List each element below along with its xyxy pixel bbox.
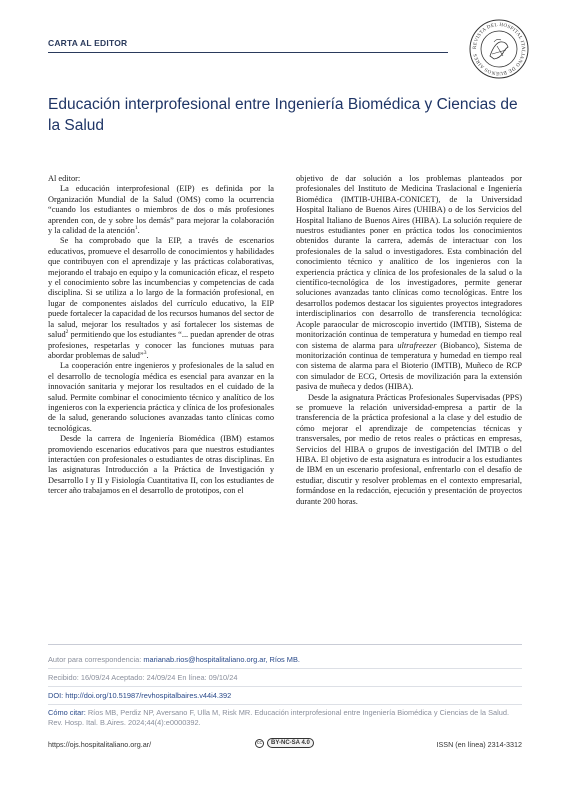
paragraph: Desde la asignatura Prácticas Profesionales Supervisadas (PPS) se promueve la relación universidad-empresa a partir de la transferencia de la práctica profesional a la clase y del estudio de cómo mejorar el aprendizaje de competencias técnicas y transversales, por medio de retos reales o prácticas en empresas, Servicios del HIBA o grupos de investigación del IMTIB o del HIBA. El objetivo de esta asignatura es introducir a los estudiantes de IBM en un escenario profesional, enfrentarlo con el desafío de estudiar, discutir y resolver problemas en el contexto empresarial, formándose en la redacción, ejecución y presentación de proyectos durante 200 horas. [296, 392, 522, 506]
correspondence-email-link[interactable]: marianab.rios@hospitalitaliano.org.ar, Ríos MB. [143, 655, 300, 664]
section-divider [48, 52, 448, 53]
journal-seal-logo [468, 18, 530, 80]
doi: DOI: http://doi.org/10.51987/revhospitalbaires.v44i4.392 [48, 691, 232, 700]
creative-commons-icon: cc [257, 740, 262, 746]
issn: ISSN (en línea) 2314-3312 [436, 740, 522, 749]
reference-marker: 1 [134, 225, 138, 232]
license-badge[interactable] [255, 738, 314, 748]
reference-marker: 2 [65, 329, 69, 336]
section-header [48, 38, 522, 53]
body-column-right [296, 174, 522, 507]
seal-text: REVISTA DEL HOSPITAL ITALIANO DE BUENOS AIRES [472, 22, 526, 76]
correspondence: Autor para correspondencia: marianab.rios@hospitalitaliano.org.ar, Ríos MB. [48, 655, 300, 664]
license-label: BY-NC-SA 4.0 [267, 738, 314, 748]
italic-term: ultrafreezer [397, 340, 437, 350]
body-column-left [48, 174, 274, 497]
divider [48, 668, 522, 669]
publication-dates: Recibido: 16/09/24 Aceptado: 24/09/24 En línea: 09/10/24 [48, 673, 238, 682]
section-label: CARTA AL EDITOR [48, 38, 128, 48]
salutation: Al editor: [48, 174, 81, 183]
paragraph: Se ha comprobado que la EIP, a través de escenarios educativos, promueve el desarrollo de conocimientos y habilidades que contribuyen con el aprendizaje y las prácticas colaborativas, mejorando el trabajo en equipo y la comunicación eficaz, el respeto y el conocimiento sobre las incumbencias y competencias de cada disciplina. Si se utiliza a lo largo de la formación profesional, en lugar de componentes aislados del currículo educativo, la EIP puede fortalecer la capacidad de los recursos humanos del sector de la salud, mejorar los resultados y así fortalecer los sistemas de salud$^2$ permitiendo que los estudiantes “... puedan aprender de otras profesiones, respetarlas y conocer las funciones mutuas para abordar problemas de salud”$^3$. [48, 236, 274, 360]
article-title: Educación interprofesional entre Ingeniería Biomédica y Ciencias de la Salud [48, 96, 518, 134]
seal-icon [468, 18, 530, 80]
metadata-divider [48, 644, 522, 645]
paragraph: objetivo de dar solución a los problemas planteados por profesionales del Instituto de Medicina Traslacional e Ingeniería Biomédica (IMTIB-UHIBA-CONICET), de la Universidad Hospital Italiano de Buenos Aires (UHIBA) o de los Servicios del Hospital Italiano de Buenos Aires (HIBA). La solución requiere de nuestros estudiantes poner en práctica todos los conocimientos obtenidos durante la carrera, además de interactuar con los profesionales de la salud o investigadores. Esta combinación del conocimiento técnico y analítico de los ingenieros con la experiencia práctica y clínica de los profesionales de la salud o la científico-tecnológica de los investigadores, permite generar soluciones avanzadas tanto clínicas como tecnológicas. Entre los desarrollos podemos destacar los siguientes proyectos integradores interdisciplinarios con desarrollo de transferencia tecnológica: Acople paraocular de microscopio invertido (IMTIB), Sistema de monitorización continua de temperatura y humedad en tiempo real con sistema de alarma para ultrafreezer (Biobanco), Sistema de monitorización continua de temperatura y humedad en tiempo real con sistema de alarma para el Bioterio (IMTIB), Muñeco de RCP con simulador de ECG, Ortesis de movilización para la extensión pasiva de muñeca y dedos (HIBA). [296, 174, 522, 392]
divider [48, 686, 522, 687]
divider [48, 704, 522, 705]
paragraph: Desde la carrera de Ingeniería Biomédica (IBM) estamos promoviendo escenarios educativos para que nuestros estudiantes interactúen con profesionales o estudiantes de otras disciplinas. En las asignaturas Introducción a la Práctica de Investigación y Desarrollo I y II y Fisiología Cuantitativa II, con los estudiantes de tercer año trabajamos en el desarrollo de prototipos, con el [48, 434, 274, 496]
doi-link[interactable]: http://doi.org/10.51987/revhospitalbaires.v44i4.392 [65, 691, 232, 700]
paragraph: La educación interprofesional (EIP) es definida por la Organización Mundial de la Salud (OMS) como la ocurrencia “cuando los estudiantes o miembros de dos o más profesiones aprenden con, de y sobre los demás” para mejorar la colaboración y la calidad de la atención$^1$. [48, 184, 274, 236]
reference-marker: 3 [143, 350, 147, 357]
paragraph: La cooperación entre ingenieros y profesionales de la salud en el desarrollo de tecnología médica es esencial para avanzar en la innovación sanitaria y mejorar los resultados en el cuidado de la salud. Permite combinar el conocimiento técnico y analítico de los ingenieros con la experiencia práctica y clínica de los profesionales de la salud, generando soluciones avanzadas tanto clínicas como tecnológicas. [48, 361, 274, 433]
citation: Cómo citar: Ríos MB, Perdiz NP, Aversano F, Ulla M, Risk MR. Educación interprofesional entre Ingeniería Biomédica y Ciencias de la Salud. Rev. Hosp. Ital. B.Aires. 2024;44(4):e0000392. [48, 708, 510, 727]
journal-url-link[interactable]: https://ojs.hospitalitaliano.org.ar/ [48, 740, 152, 749]
